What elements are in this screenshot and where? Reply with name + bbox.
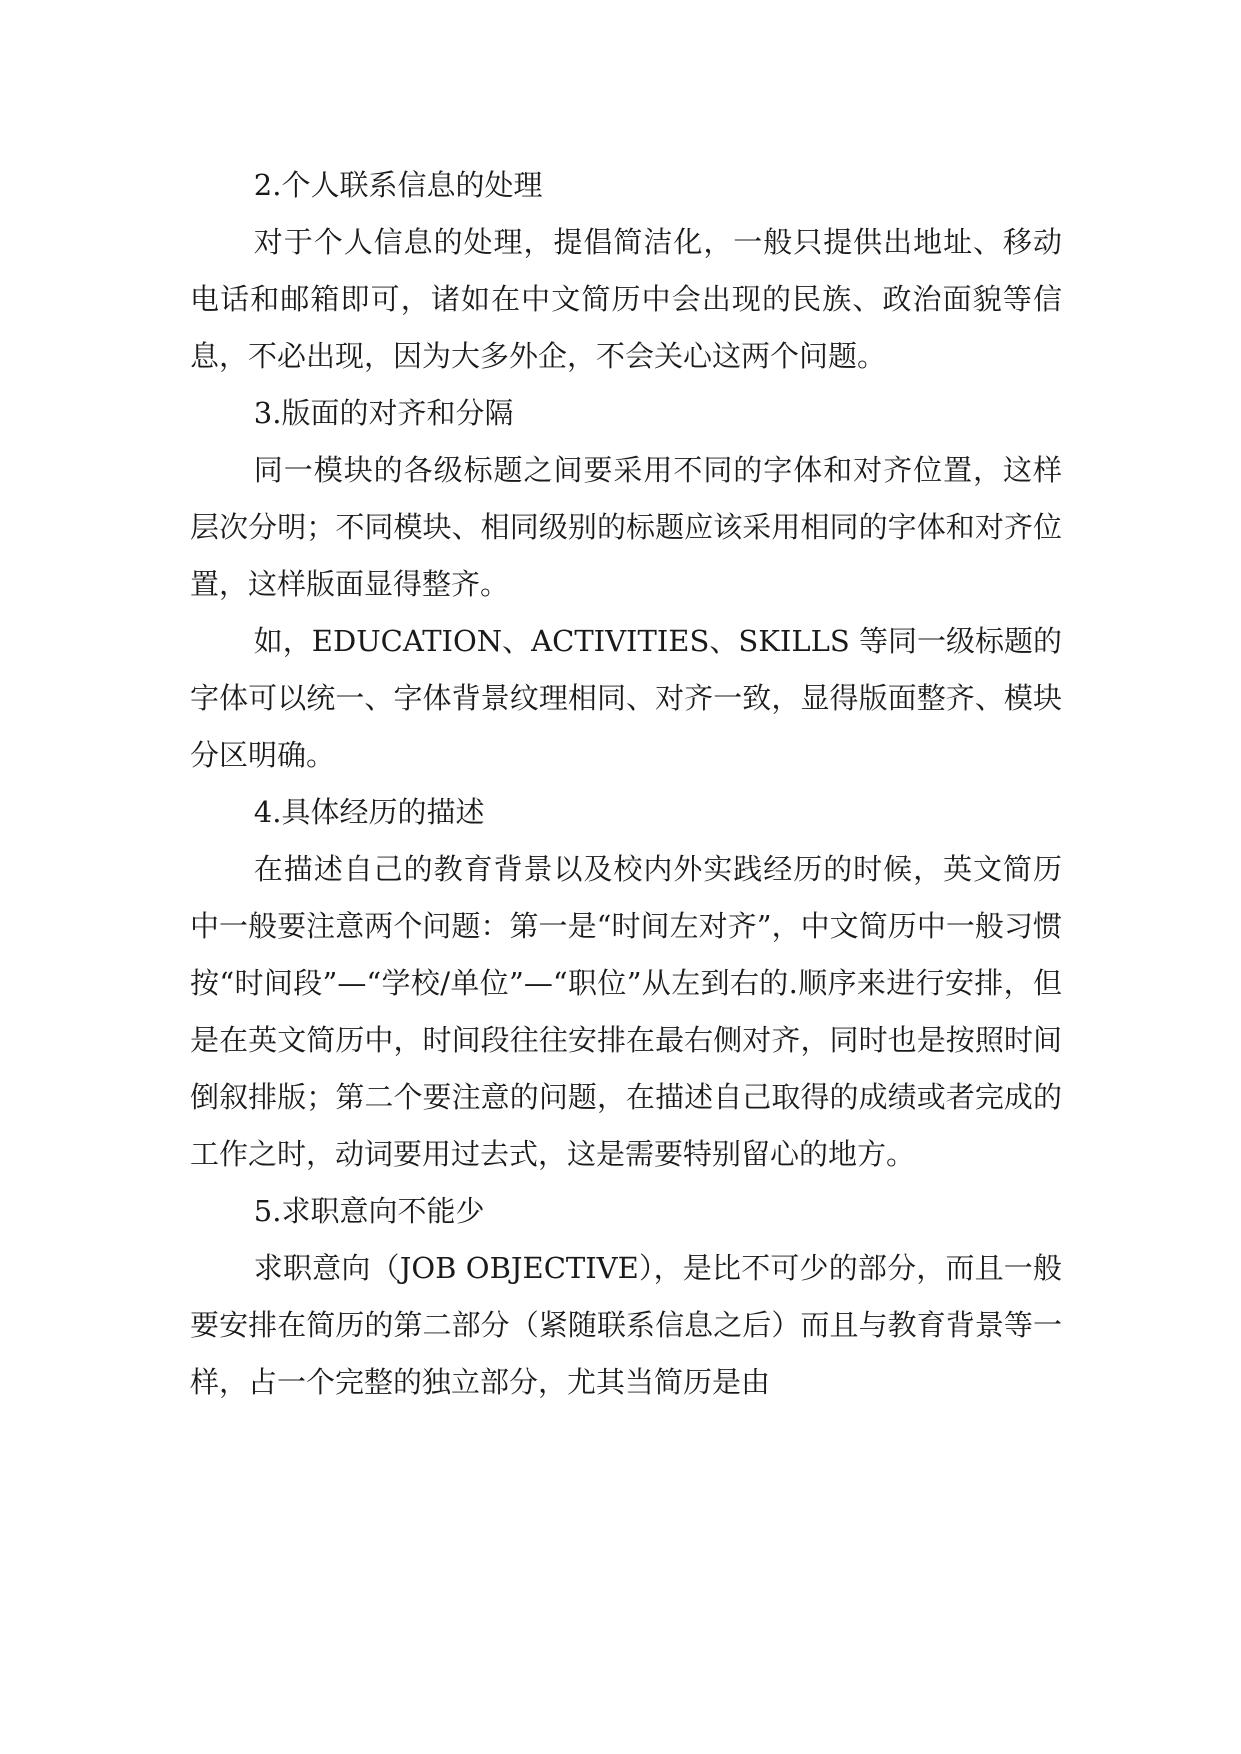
paragraph-contact-info: 对于个人信息的处理，提倡简洁化，一般只提供出地址、移动电话和邮箱即可，诸如在中文简历中会出现的民族、政治面貌等信息，不必出现，因为大多外企，不会关心这两个问题。 [190,225,1062,373]
paragraph-layout-example: 如，EDUCATION、ACTIVITIES、SKILLS 等同一级标题的字体可以统一、字体背景纹理相同、对齐一致，显得版面整齐、模块分区明确。 [190,624,1062,772]
section-heading-layout-alignment: 3.版面的对齐和分隔 [253,396,514,430]
section-heading-experience: 4.具体经历的描述 [253,795,485,829]
paragraph-layout-alignment: 同一模块的各级标题之间要采用不同的字体和对齐位置，这样层次分明；不同模块、相同级别的标题应该采用相同的字体和对齐位置，这样版面显得整齐。 [190,453,1062,601]
paragraph-experience: 在描述自己的教育背景以及校内外实践经历的时候，英文简历中一般要注意两个问题：第一是“时间左对齐”，中文简历中一般习惯按“时间段”—“学校/单位”—“职位”从左到右的.顺序来进行安排，但是在英文简历中，时间段往往安排在最右侧对齐，同时也是按照时间倒叙排版；第二个要注意的问题，在描述自己取得的成绩或者完成的工作之时，动词要用过去式，这是需要特别留心的地方。 [190,852,1062,1171]
section-heading-job-objective: 5.求职意向不能少 [253,1194,485,1228]
section-heading-contact-info: 2.个人联系信息的处理 [253,168,543,202]
document-body [190,157,1062,1411]
paragraph-job-objective: 求职意向（JOB OBJECTIVE），是比不可少的部分，而且一般要安排在简历的第二部分（紧随联系信息之后）而且与教育背景等一样，占一个完整的独立部分，尤其当简历是由 [190,1251,1062,1399]
